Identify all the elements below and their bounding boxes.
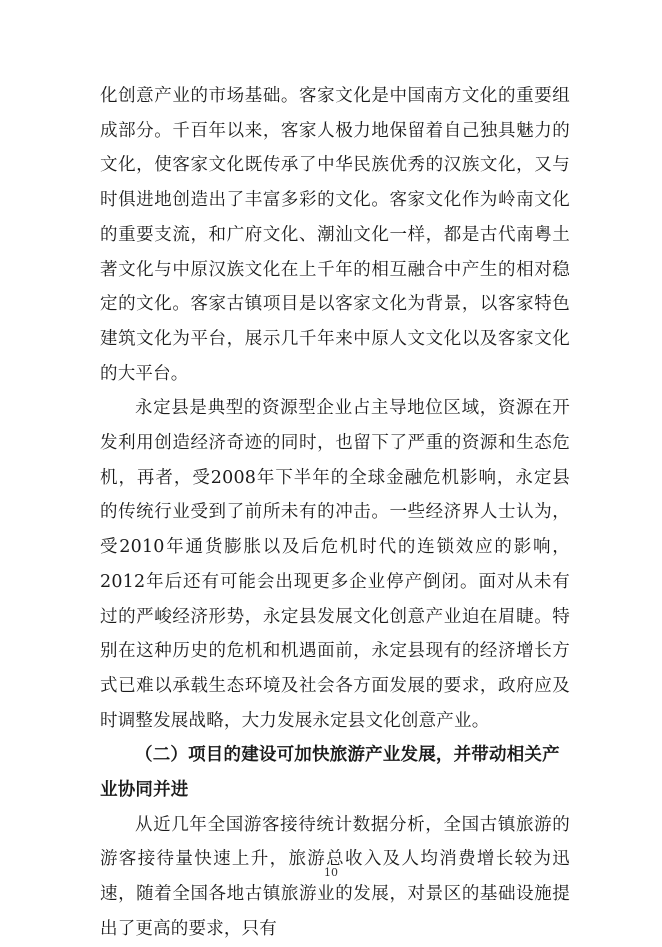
page-number: 10	[324, 866, 338, 879]
paragraph-tourism-statistics: 从近几年全国游客接待统计数据分析，全国古镇旅游的游客接待量快速上升，旅游总收入及人均消费增长较为迅速，随着全国各地古镇旅游业的发展，对景区的基础设施提出了更高的要求，只有	[100, 814, 570, 939]
paragraph-continuation: 化创意产业的市场基础。客家文化是中国南方文化的重要组成部分。千百年以来，客家人极力地保留着自己独具魅力的文化，使客家文化既传承了中华民族优秀的汉族文化，又与时俱进地创造出了丰富多彩的文化。客家文化作为岭南文化的重要支流，和广府文化、潮汕文化一样，都是古代南粤土著文化与中原汉族文化在上千年的相互融合中产生的相对稳定的文化。客家古镇项目是以客家文化为背景，以客家特色建筑文化为平台，展示几千年来中原人文文化以及客家文化的大平台。	[100, 86, 570, 384]
section-heading: （二）项目的建设可加快旅游产业发展，并带动相关产业协同并进	[100, 745, 560, 801]
paragraph-yongding-economy: 永定县是典型的资源型企业占主导地位区域，资源在开发利用创造经济奇迹的同时，也留下了严重的资源和生态危机，再者，受2008年下半年的全球金融危机影响，永定县的传统行业受到了前所未有的冲击。一些经济界人士认为，受2010年通货膨胀以及后危机时代的连锁效应的影响，2012年后还有可能会出现更多企业停产倒闭。面对从未有过的严峻经济形势，永定县发展文化创意产业迫在眉睫。特别在这种历史的危机和机遇面前，永定县现有的经济增长方式已难以承载生态环境及社会各方面发展的要求，政府应及时调整发展战略，大力发展永定县文化创意产业。	[100, 398, 570, 731]
body-text	[100, 79, 570, 947]
